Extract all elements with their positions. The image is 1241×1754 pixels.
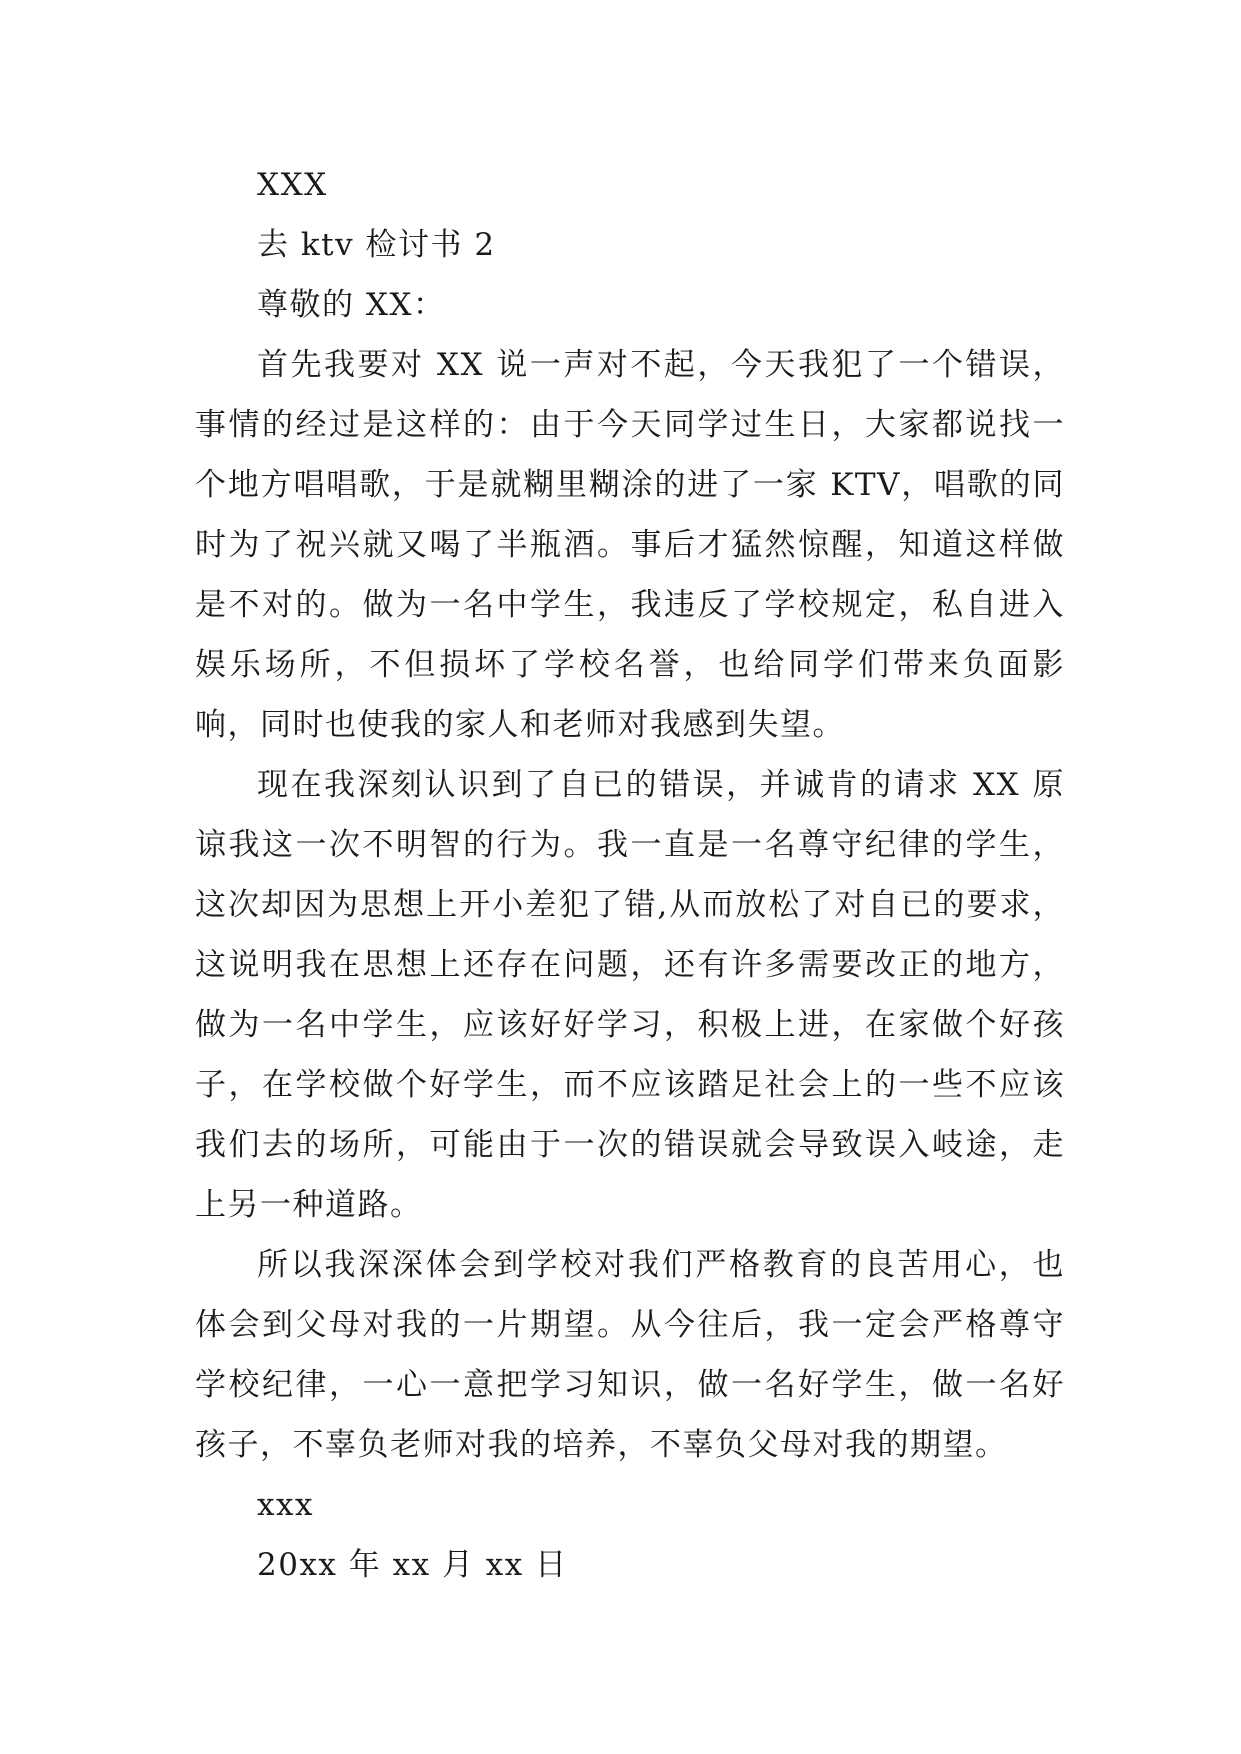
document-title: 去 ktv 检讨书 2 [257,227,496,263]
paragraph-2: 现在我深刻认识到了自已的错误，并诚肯的请求 XX 原谅我这一次不明智的行为。我一直是一名尊守纪律的学生，这次却因为思想上开小差犯了错,从而放松了对自已的要求，这说明我在思想上还存在问题，还有许多需要改正的地方，做为一名中学生，应该好好学习，积极上进，在家做个好孩子，在学校做个好学生，而不应该踏足社会上的一些不应该我们去的场所，可能由于一次的错误就会导致误入岐途，走上另一种道路。 [195,767,1065,1223]
previous-signature: XXX [257,167,328,203]
paragraph-1: 首先我要对 XX 说一声对不起，今天我犯了一个错误，事情的经过是这样的：由于今天同学过生日，大家都说找一个地方唱唱歌，于是就糊里糊涂的进了一家 KTV，唱歌的同时为了祝兴就又喝了半瓶酒。事后才猛然惊醒，知道这样做是不对的。做为一名中学生，我违反了学校规定，私自进入娱乐场所，不但损坏了学校名誉，也给同学们带来负面影响，同时也使我的家人和老师对我感到失望。 [195,347,1065,743]
signature: xxx [257,1487,314,1523]
document-body [195,155,1065,1595]
paragraph-3: 所以我深深体会到学校对我们严格教育的良苦用心，也体会到父母对我的一片期望。从今往后，我一定会严格尊守学校纪律，一心一意把学习知识，做一名好学生，做一名好孩子，不辜负老师对我的培养，不辜负父母对我的期望。 [195,1247,1065,1463]
salutation: 尊敬的 XX： [257,287,446,323]
date: 20xx 年 xx 月 xx 日 [257,1547,568,1583]
